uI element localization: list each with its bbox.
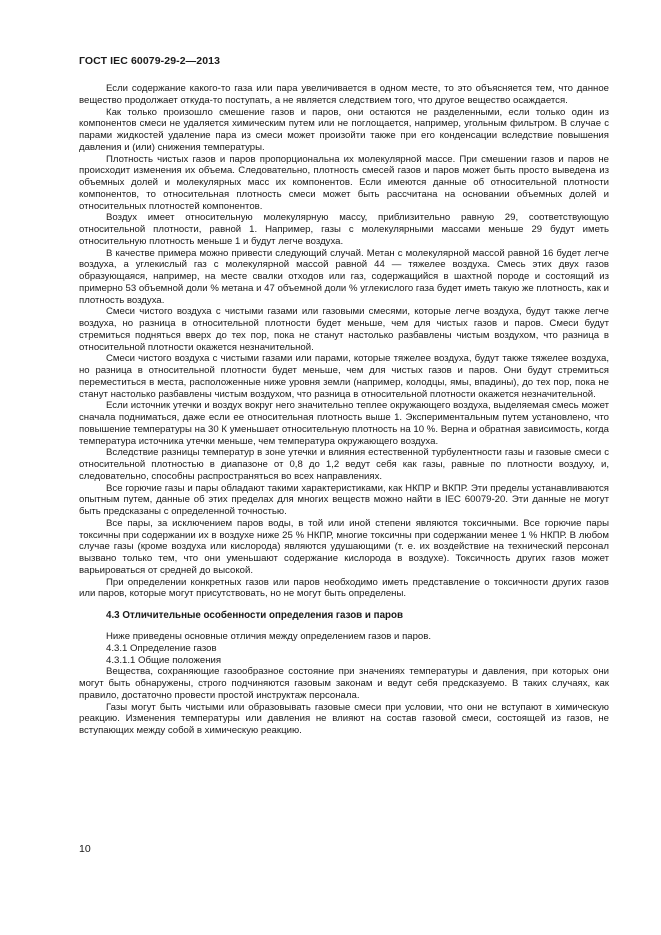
body-text bbox=[79, 83, 609, 737]
paragraph: Если содержание какого-то газа или пара увеличивается в одном месте, то это объясняется тем, что данное вещество продолжает откуда-то поступать, а не является следствием того, что другое вещество осаждается. bbox=[79, 83, 609, 106]
paragraph: При определении конкретных газов или паров необходимо иметь представление о токсичности других газов или паров, которые могут присутствовать, но не могут быть определены. bbox=[79, 576, 609, 600]
paragraph: Если источник утечки и воздух вокруг него значительно теплее окружающего воздуха, выделяемая смесь может сначала подниматься, даже если ее относительная плотность выше 1. Экспериментальным путем установлено, что повышение температуры на 30 К уменьшает относительную плотность на 10 %. Верна и обратная зависимость, когда температура источника утечки меньше, чем температура окружающего воздуха. bbox=[79, 400, 609, 447]
page-number: 10 bbox=[79, 843, 91, 855]
paragraph: Вещества, сохраняющие газообразное состояние при значениях температуры и давления, при которых они могут быть обнаружены, строго подчиняются газовым законам и ведут себя предсказуемо. В таких случаях, как правило, достаточно провести простой инструктаж персонала. bbox=[79, 666, 609, 701]
paragraph: В качестве примера можно привести следующий случай. Метан с молекулярной массой равной 16 будет легче воздуха, а углекислый газ с молекулярной массой равной 44 — тяжелее воздуха. Смесь этих двух газов образующаяся, например, на месте свалки отходов или газ, содержащийся в шахтной породе и состоящий из примерно 53 объемной доли % метана и 47 объемной доли % углекислого газа будет иметь такую же плотность, как и плотность воздуха. bbox=[79, 247, 609, 306]
paragraph: Воздух имеет относительную молекулярную массу, приблизительно равную 29, соответствующую относительной плотности, равной 1. Например, газы с молекулярными массами меньше 29 будут иметь относительную плотность меньше 1 и будут легче воздуха. bbox=[79, 212, 609, 247]
paragraph: Вследствие разницы температур в зоне утечки и влияния естественной турбулентности газы и газовые смеси с относительной плотностью в диапазоне от 0,8 до 1,2 ведут себя как газы, равные по плотности воздуху, и, следовательно, способны распространяться во всех направлениях. bbox=[79, 447, 609, 482]
paragraph: Все горючие газы и пары обладают такими характеристиками, как НКПР и ВКПР. Эти пределы устанавливаются опытным путем, данные об этих пределах для многих веществ можно найти в IEC 60079-20. Эти данные не могут быть предсказаны с определенной точностью. bbox=[79, 482, 609, 517]
subsection-heading: 4.3.1 Определение газов bbox=[106, 642, 217, 654]
section-intro: Ниже приведены основные отличия между определением газов и паров. bbox=[106, 631, 432, 642]
paragraph: Плотность чистых газов и паров пропорциональна их молекулярной массе. При смешении газов и паров не происходит изменения их объема. Следовательно, плотность смесей газов и паров может быть просто выведена из объемных долей и молекулярных масс их компонентов. Если имеются данные об относительной плотности компонентов, то относительная плотность смеси может быть рассчитана на основании объемных долей и относительных плотностей компонентов. bbox=[79, 153, 609, 212]
section-heading: 4.3 Отличительные особенности определения газов и паров bbox=[106, 610, 404, 621]
paragraph: Как только произошло смешение газов и паров, они остаются не разделенными, если только один из компонентов смеси не удаляется химическим путем или не поглощается, например, угольным фильтром. В случае с парами жидкостей удаление пара из смеси может произойти также при его конденсации вследствие повышения давления и (или) снижения температуры. bbox=[79, 106, 609, 153]
subsubsection-heading: 4.3.1.1 Общие положения bbox=[106, 654, 222, 666]
paragraph: Газы могут быть чистыми или образовывать газовые смеси при условии, что они не вступают в химическую реакцию. Изменения температуры или давления не влияют на состав газовой смеси, состоящей из газов, не вступающих между собой в химическую реакцию. bbox=[79, 701, 609, 736]
paragraph: Смеси чистого воздуха с чистыми газами или газовыми смесями, которые легче воздуха, будут также легче воздуха, но разница в относительной плотности будет меньше, чем для чистых газов и паров. Смеси будут стремиться подняться вверх до тех пор, пока не станут настолько разбавлены чистым воздухом, что разница в относительной плотности окажется незначительной. bbox=[79, 306, 609, 353]
paragraph: Смеси чистого воздуха с чистыми газами или парами, которые тяжелее воздуха, будут также тяжелее воздуха, но разница в относительной плотности будет меньше, чем для чистых газов и паров. Они будут стремиться переместиться в места, расположенные ниже уровня земли (например, колодцы, ямы, впадины), до тех пор, пока не станут настолько разбавлены чистым воздухом, что разница в относительной плотности окажется незначительной. bbox=[79, 353, 609, 400]
document-header: ГОСТ IEC 60079-29-2—2013 bbox=[79, 55, 221, 67]
paragraph: Все пары, за исключением паров воды, в той или иной степени являются токсичными. Все горючие пары токсичны при содержании их в воздухе ниже 25 % НКПР, многие токсичны при содержании менее 1 % НКПР. В любом случае газы (кроме воздуха или кислорода) являются удушающими (т. е. их воздействие на технический персонал вызвано только тем, что они уменьшают содержание кислорода в воздухе). Токсичность других газов может варьироваться от средней до высокой. bbox=[79, 517, 609, 576]
